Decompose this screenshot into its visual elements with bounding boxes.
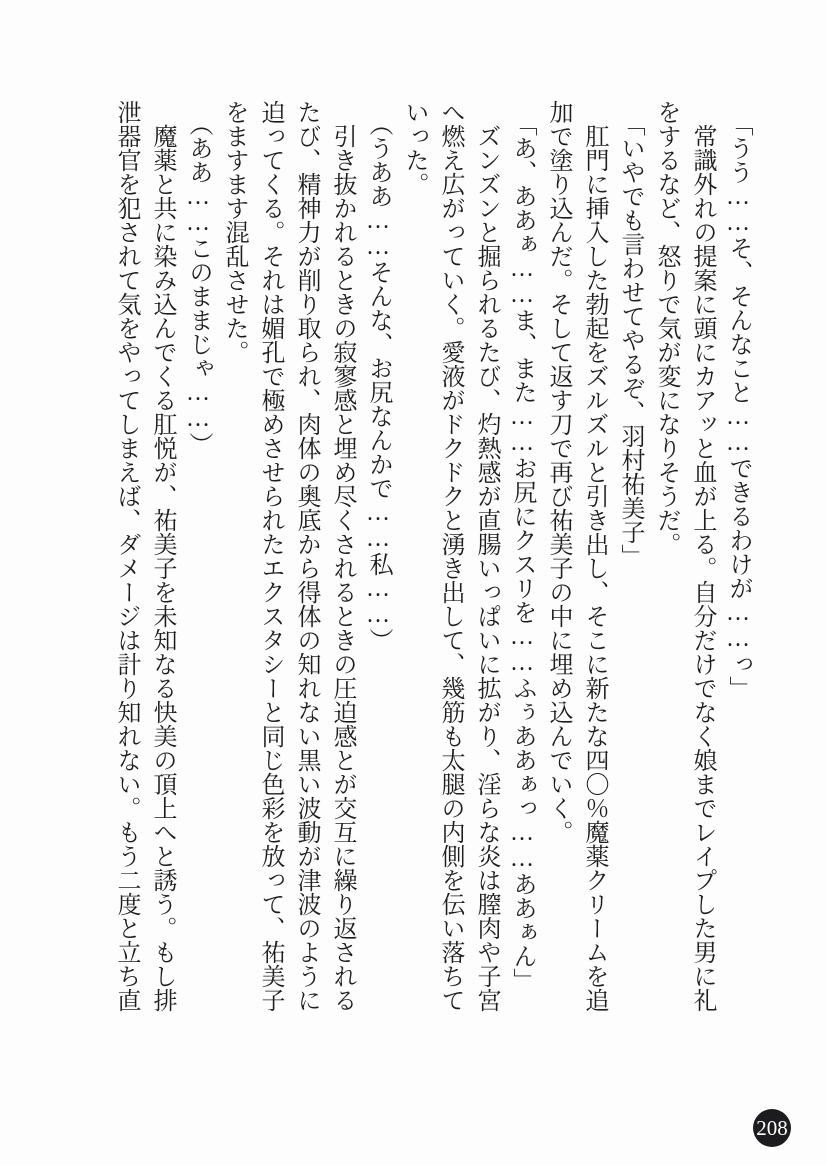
text-line-narration: 引き抜かれるときの寂寥感と埋め尽くされるときの圧迫感とが交互に繰り返される: [329, 124, 355, 1012]
text-line-narration: 常識外れの提案に頭にカアッと血が上る。自分だけでなく娘までレイプした男に礼: [689, 124, 715, 1012]
text-line-thought: （ああ……このままじゃ……）: [185, 112, 211, 456]
text-line-narration: ズンズンと掘られるたび、灼熱感が直腸いっぱいに拡がり、淫らな炎は膣肉や子宮: [473, 124, 499, 1012]
text-line-narration: たび、精神力が削り取られ、肉体の奥底から得体の知れない黒い波動が津波のように: [293, 100, 319, 1012]
text-line-narration: をますます混乱させた。: [221, 100, 247, 364]
page-number: 208: [756, 1115, 788, 1140]
page-number-badge: [753, 1109, 791, 1147]
text-line-narration: へ燃え広がっていく。愛液がドクドクと湧き出して、幾筋も太腿の内側を伝い落ちて: [437, 100, 463, 1012]
text-line-narration: 迫ってくる。それは媚孔で極めさせられたエクスタシーと同じ色彩を放って、祐美子: [257, 100, 283, 1012]
text-line-narration: いった。: [401, 100, 427, 196]
text-line-dialogue: 「あ、ああぁ……ま、また……お尻にクスリを……ふぅああぁっ……ああぁん」: [509, 112, 535, 992]
text-line-narration: 加で塗り込んだ。そして返す刀で再び祐美子の中に埋め込んでいく。: [545, 100, 571, 844]
text-body: [108, 100, 756, 1012]
text-line-narration: 泄器官を犯されて気をやってしまえば、ダメージは計り知れない。もう二度と立ち直: [113, 100, 139, 1012]
text-line-thought: （うああ……そんな、お尻なんかで……私……）: [365, 112, 391, 652]
text-line-narration: 魔薬と共に染み込んでくる肛悦が、祐美子を未知なる快美の頂上へと誘う。もし排: [149, 124, 175, 1012]
text-line-dialogue: 「いやでも言わせてやるぞ、羽村祐美子」: [617, 112, 643, 568]
text-line-narration: をするなど、怒りで気が変になりそうだ。: [653, 100, 679, 556]
text-line-narration: 肛門に挿入した勃起をズルズルと引き出し、そこに新たな四〇％魔薬クリームを追: [581, 124, 607, 1012]
text-line-dialogue: 「うう……そ、そんなこと……できるわけが……っ」: [725, 112, 751, 700]
